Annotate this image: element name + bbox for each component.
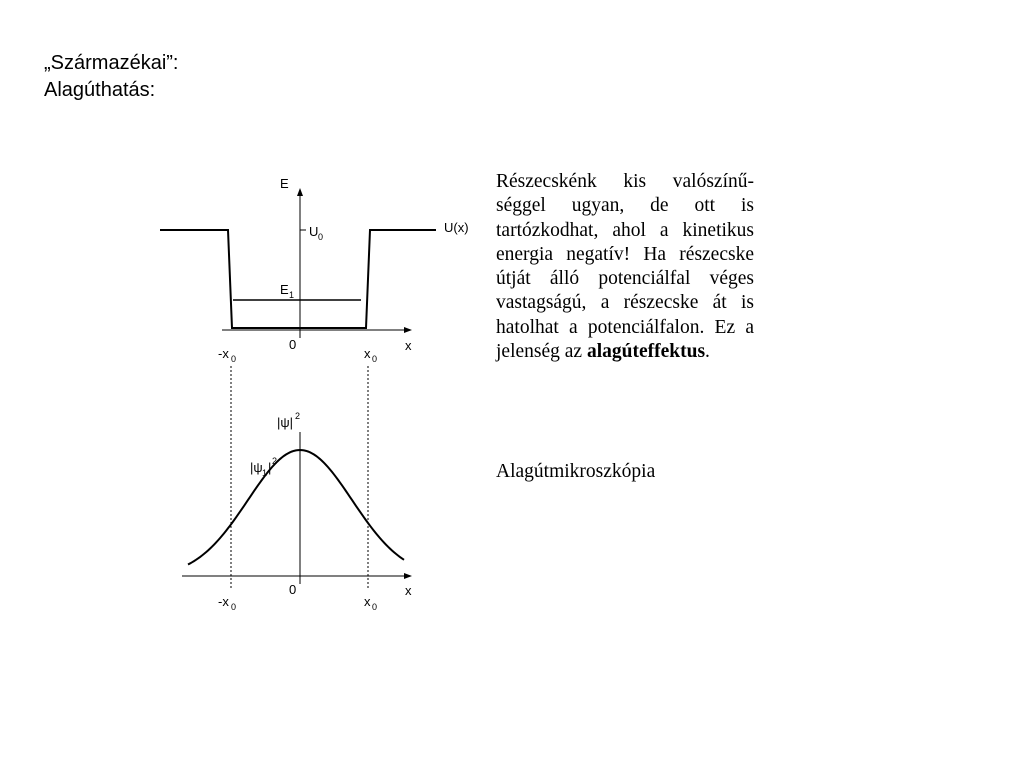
pos-x0-label-top: x (364, 346, 371, 361)
neg-x0-label-top: -x (218, 346, 229, 361)
psi1-label-sup: 2 (272, 456, 278, 466)
probability-density-plot (182, 432, 412, 584)
energy-axis-arrow (297, 188, 303, 196)
stm-paragraph: Alagútmikroszkópia (496, 461, 656, 482)
pos-x0-label-bottom-sub: 0 (372, 602, 378, 612)
psi-axis-label: |ψ| (277, 415, 294, 430)
x-axis-label-bottom: x (405, 583, 412, 598)
u0-label-sub: 0 (318, 232, 324, 242)
pos-x0-label-top-sub: 0 (372, 354, 378, 364)
bottom-plot-labels (218, 411, 412, 612)
pos-x0-label-bottom: x (364, 594, 371, 609)
top-plot-labels (218, 176, 469, 364)
u0-label: U (309, 224, 319, 239)
psi1-label-end: | (268, 460, 272, 475)
explanation-period: . (705, 341, 710, 363)
neg-x0-label-bottom: -x (218, 594, 229, 609)
origin-label-top: 0 (289, 337, 297, 352)
origin-label-bottom: 0 (289, 582, 297, 597)
explanation-paragraph (496, 170, 754, 364)
title-line-2: Alagúthatás: (44, 79, 156, 101)
x-axis-label-top: x (405, 338, 412, 353)
ux-label: U(x) (444, 220, 469, 235)
tunnel-effect-term: alagúteffektus (586, 341, 706, 363)
potential-well-line (160, 230, 436, 328)
title-line-1: „Származékai”: (44, 52, 179, 74)
neg-x0-label-top-sub: 0 (231, 354, 237, 364)
x-axis-bottom-arrow (404, 573, 412, 579)
psi1-label-sub: 1 (262, 468, 268, 478)
e1-label-sub: 1 (289, 290, 295, 300)
e1-label: E (280, 282, 289, 297)
explanation-text: Részecskénk kis valószínű-séggel ugyan, de ott is tartózkodhat, ahol a kinetikus energia negatív! Ha részecske útját álló potenciálfal véges vastagságú, a részecske át is hatolhat a potenciálfalon. Ez a jelenség az (496, 171, 754, 363)
psi-squared-curve (188, 450, 404, 565)
psi-axis-label-sup: 2 (295, 411, 301, 421)
potential-well-plot (160, 188, 436, 588)
neg-x0-label-bottom-sub: 0 (231, 602, 237, 612)
psi1-label: |ψ (250, 460, 263, 475)
x-axis-top-arrow (404, 327, 412, 333)
energy-axis-label: E (280, 176, 289, 191)
